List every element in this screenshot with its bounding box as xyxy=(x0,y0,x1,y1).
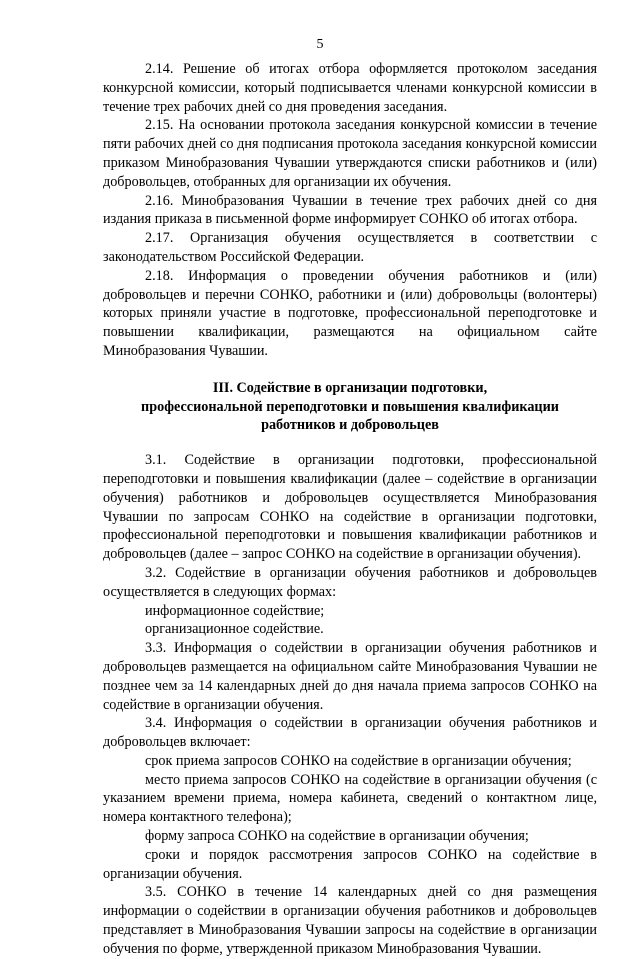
section-heading-line-3: работников и добровольцев xyxy=(261,417,439,434)
section-heading xyxy=(103,379,597,435)
paragraph-3-1: 3.1. Содействие в организации подготовки, профессиональной переподготовки и повышения квалификации (далее – содействие в организации обучения) работников и добровольцев осуществляется Минобразования Чувашии по запросам СОНКО на содействие в организации подготовки, профессиональной переподготовки и повышения квалификации работников и добровольцев (далее – запрос СОНКО на содействие в организации обучения). xyxy=(103,452,597,563)
paragraph-3-4: 3.4. Информация о содействии в организации обучения работников и добровольцев включает: xyxy=(103,715,597,751)
paragraph-3-5: 3.5. СОНКО в течение 14 календарных дней со дня размещения информации о содействии в организации обучения работников и добровольцев представляет в Минобразования Чувашии запросы на содействие в организации обучения по форме, утвержденной приказом Минобразования Чувашии. xyxy=(103,884,597,957)
list-item-3-4-3: форму запроса СОНКО на содействие в организации обучения; xyxy=(145,828,529,845)
paragraph-3-3: 3.3. Информация о содействии в организации обучения работников и добровольцев размещается на официальном сайте Минобразования Чувашии не позднее чем за 14 календарных дней до дня начала приема запросов СОНКО на содействие в организации обучения. xyxy=(103,640,597,713)
section-heading-line-1: III. Содействие в организации подготовки, xyxy=(212,379,488,396)
list-item-3-4-1: срок приема запросов СОНКО на содействие в организации обучения; xyxy=(145,752,572,769)
paragraph-2-17: 2.17. Организация обучения осуществляется в соответствии с законодательством Российской Федерации. xyxy=(103,230,597,265)
paragraph-3-2: 3.2. Содействие в организации обучения работников и добровольцев осуществляется в следующих формах: xyxy=(103,564,597,600)
list-item-3-2-2: организационное содействие. xyxy=(145,621,324,638)
section-heading-line-2: профессиональной переподготовки и повышения квалификации xyxy=(141,398,559,415)
list-item-3-4-2: место приема запросов СОНКО на содействие в организации обучения (с указанием времени приема, номера кабинета, сведений о контактном лице, номера контактного телефона); xyxy=(103,771,597,826)
paragraph-2-15: 2.15. На основании протокола заседания конкурсной комиссии в течение пяти рабочих дней со дня подписания протокола заседания конкурсной комиссии приказом Минобразования Чувашии утверждаются списки работников и (или) добровольцев, отобранных для организации их обучения. xyxy=(103,117,597,190)
paragraph-2-18: 2.18. Информация о проведении обучения работников и (или) добровольцев и перечни СОНКО, работники и (или) добровольцы (волонтеры) которых приняли участие в подготовке, профессиональной переподготовке и повышении квалификации, размещаются на официальном сайте Минобразования Чувашии. xyxy=(103,267,597,359)
list-item-3-2-1: информационное содействие; xyxy=(145,602,325,619)
document-body xyxy=(103,60,597,959)
list-item-3-4-4: сроки и порядок рассмотрения запросов СОНКО на содействие в организации обучения. xyxy=(103,846,597,882)
page-number: 5 xyxy=(316,37,324,52)
paragraph-2-16: 2.16. Минобразования Чувашии в течение трех рабочих дней со дня издания приказа в письменной форме информирует СОНКО об итогах отбора. xyxy=(103,192,597,228)
paragraph-2-14: 2.14. Решение об итогах отбора оформляется протоколом заседания конкурсной комиссии, который подписывается членами конкурсной комиссии в течение трех рабочих дней со дня проведения заседания. xyxy=(103,61,597,115)
